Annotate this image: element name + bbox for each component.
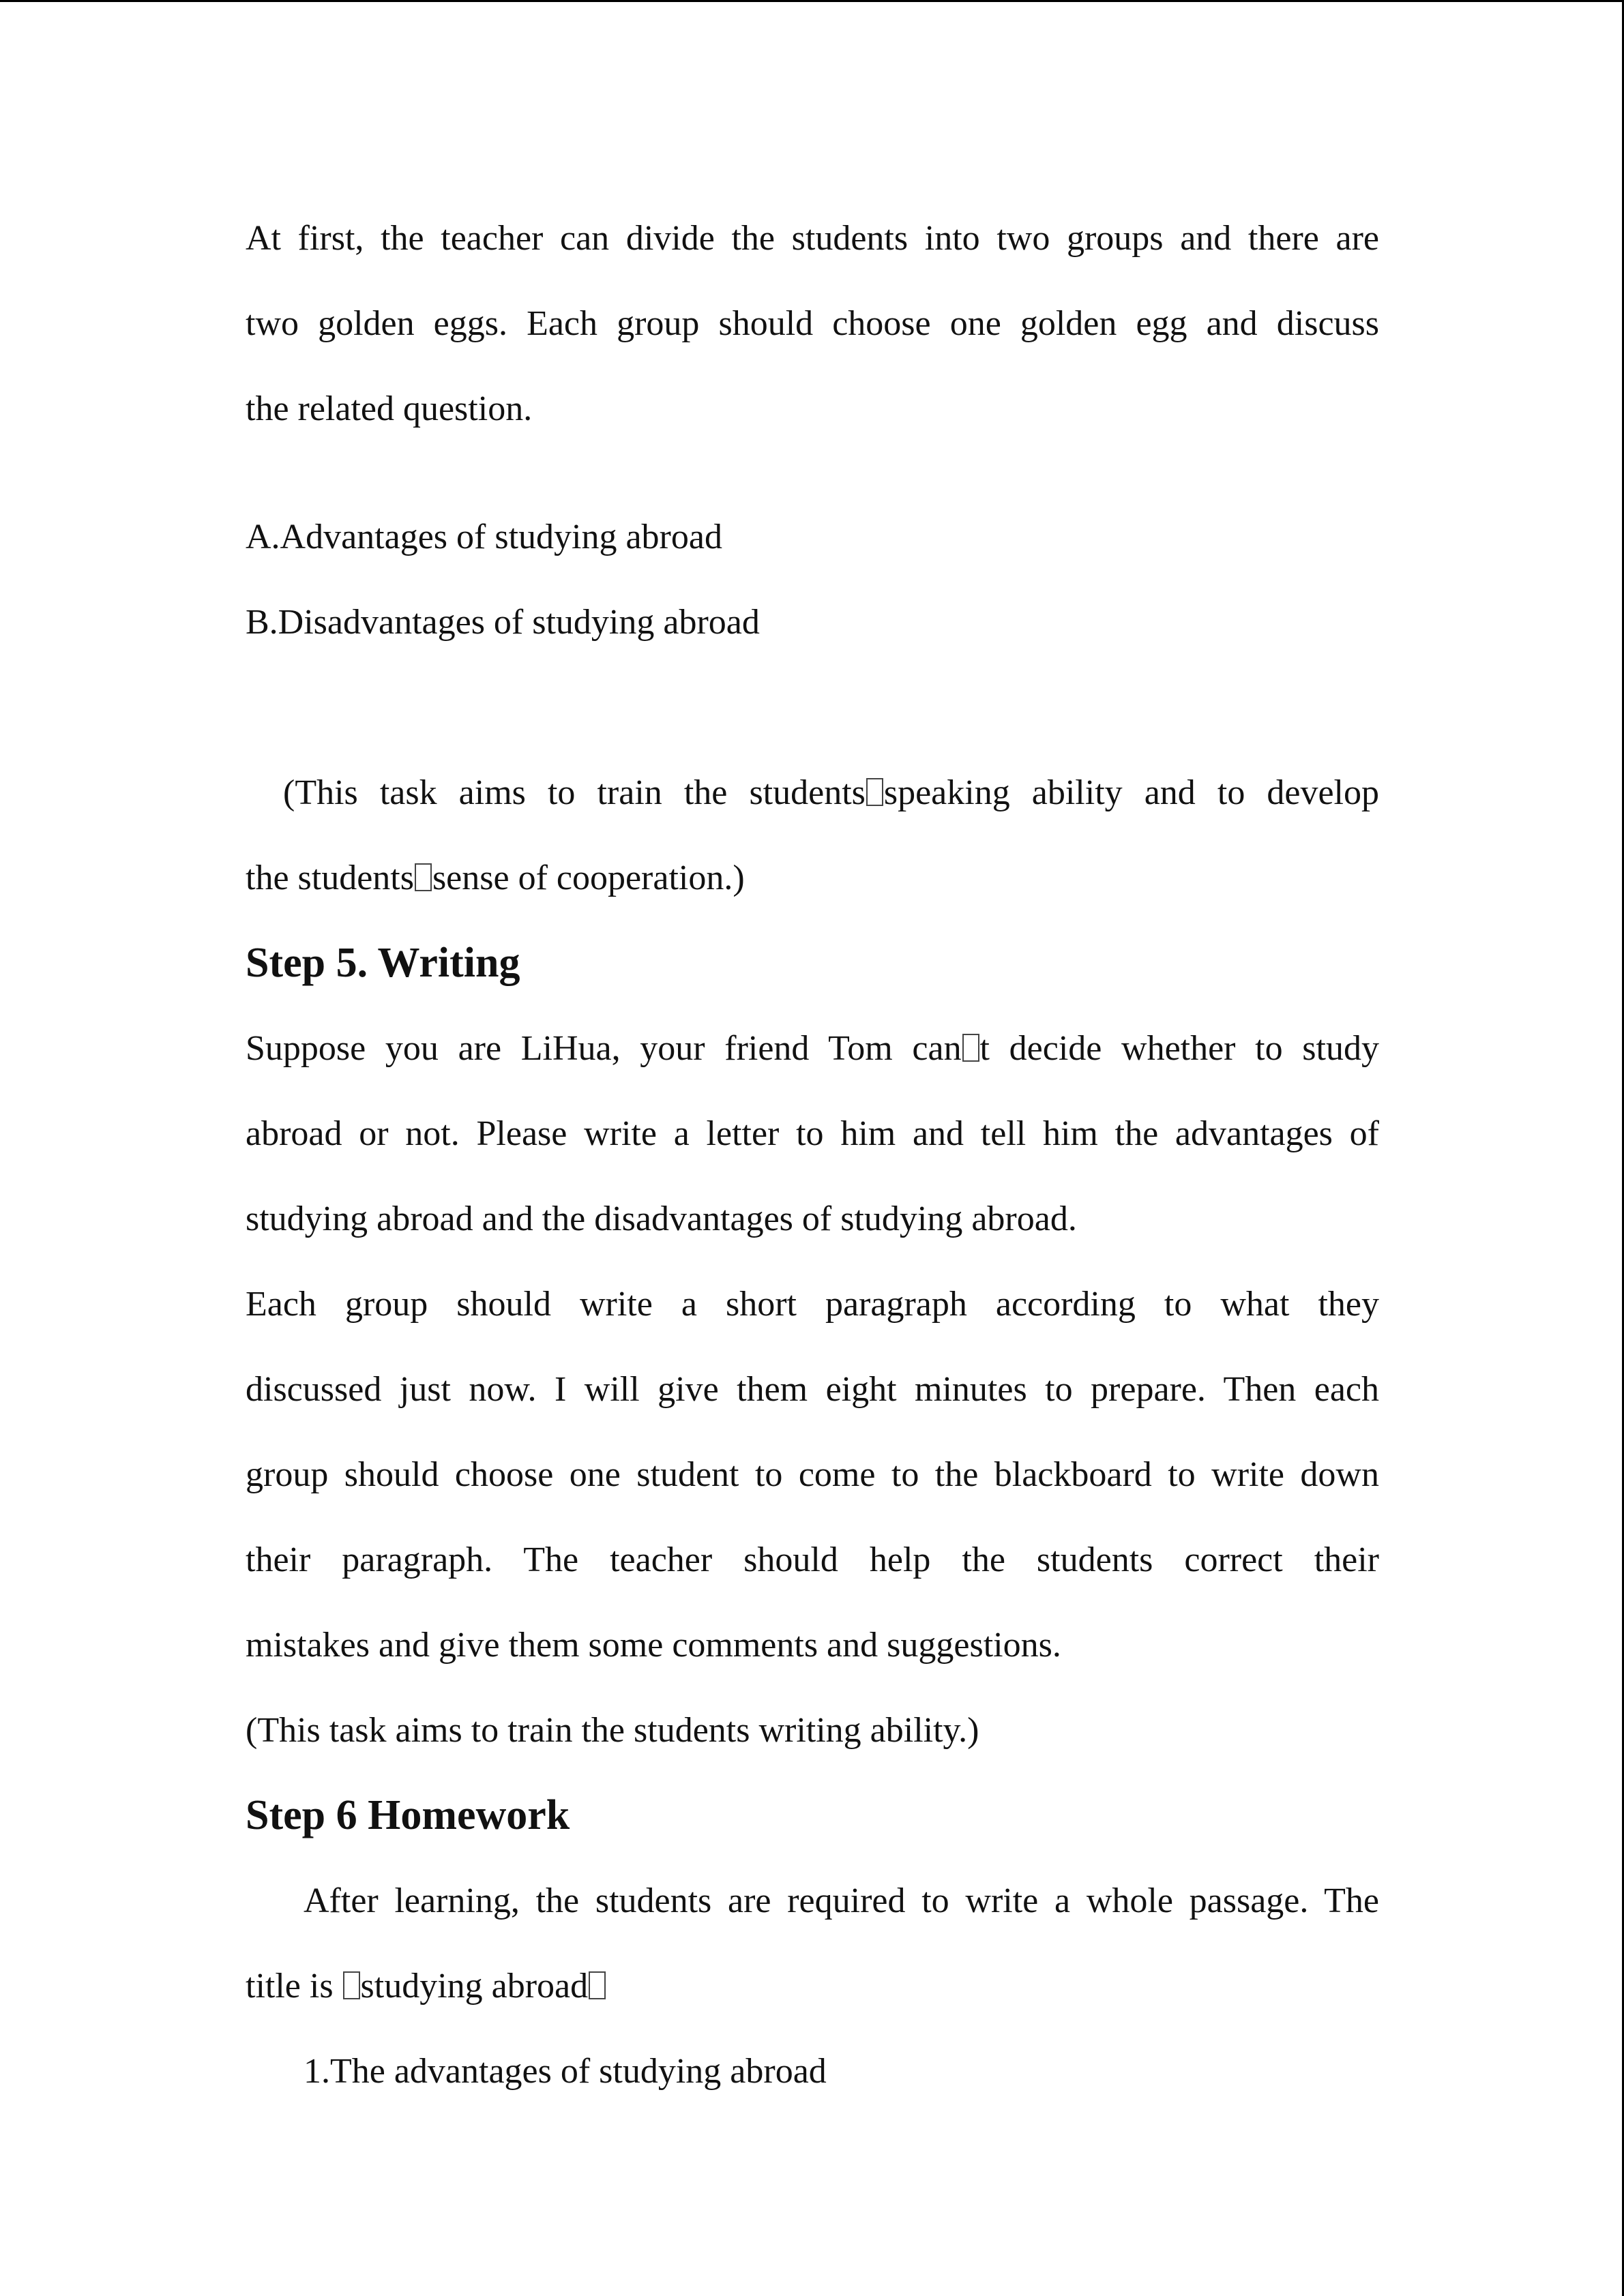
step5-p1-line-3: studying abroad and the disadvantages of studying abroad. [246,1199,1077,1238]
step5-p2-line-2: discussed just now. I will give them eight minutes to prepare. Then each [246,1370,1379,1409]
step5-p2-line-4: their paragraph. The teacher should help the students correct their [246,1540,1379,1579]
aim-speaking-line-1 [283,771,1379,815]
option-a: A.Advantages of studying abroad [246,518,722,556]
step5-p1-text-1a: Suppose you are LiHua, your friend Tom can [246,1029,962,1068]
step5-p2-line-3: group should choose one student to come to the blackboard to write down [246,1455,1379,1494]
step5-p2-line-5: mistakes and give them some comments and suggestions. [246,1626,1061,1665]
aim-speaking-text-1a: (This task aims to train the students [283,773,866,812]
step6-item-1: 1.The advantages of studying abroad [304,2052,827,2091]
step5-p1-line-2: abroad or not. Please write a letter to him and tell him the advantages of [246,1114,1379,1153]
page-border-top [0,0,1624,2]
step5-heading: Step 5. Writing [246,940,520,986]
step5-p1-line-1 [246,1027,1379,1071]
step6-heading: Step 6 Homework [246,1792,570,1838]
aim-speaking-text-2b: sense of cooperation.) [432,859,745,897]
aim-speaking-line-2 [246,856,1379,900]
step6-text-2b: studying abroad [360,1967,589,2006]
aim-speaking-text-2a: the students [246,859,414,897]
step5-aim: (This task aims to train the students writing ability.) [246,1711,979,1750]
step5-p2-line-1: Each group should write a short paragraph according to what they [246,1285,1379,1324]
missing-glyph-icon [589,1971,606,1999]
intro-line-3: the related question. [246,389,533,428]
missing-glyph-icon [866,778,883,806]
step6-text-2a: title is [246,1967,342,2006]
missing-glyph-icon [962,1034,979,1062]
missing-glyph-icon [415,863,432,891]
missing-glyph-icon [343,1971,360,1999]
intro-line-2: two golden eggs. Each group should choose one golden egg and discuss [246,304,1379,343]
option-b: B.Disadvantages of studying abroad [246,603,760,642]
step6-line-2 [246,1965,1379,2008]
aim-speaking-text-1b: speaking ability and to develop [883,773,1380,812]
intro-line-1: At first, the teacher can divide the students into two groups and there are [246,219,1379,258]
step6-line-1: After learning, the students are required to write a whole passage. The [304,1881,1379,1920]
step5-p1-text-1b: t decide whether to study [979,1029,1379,1068]
